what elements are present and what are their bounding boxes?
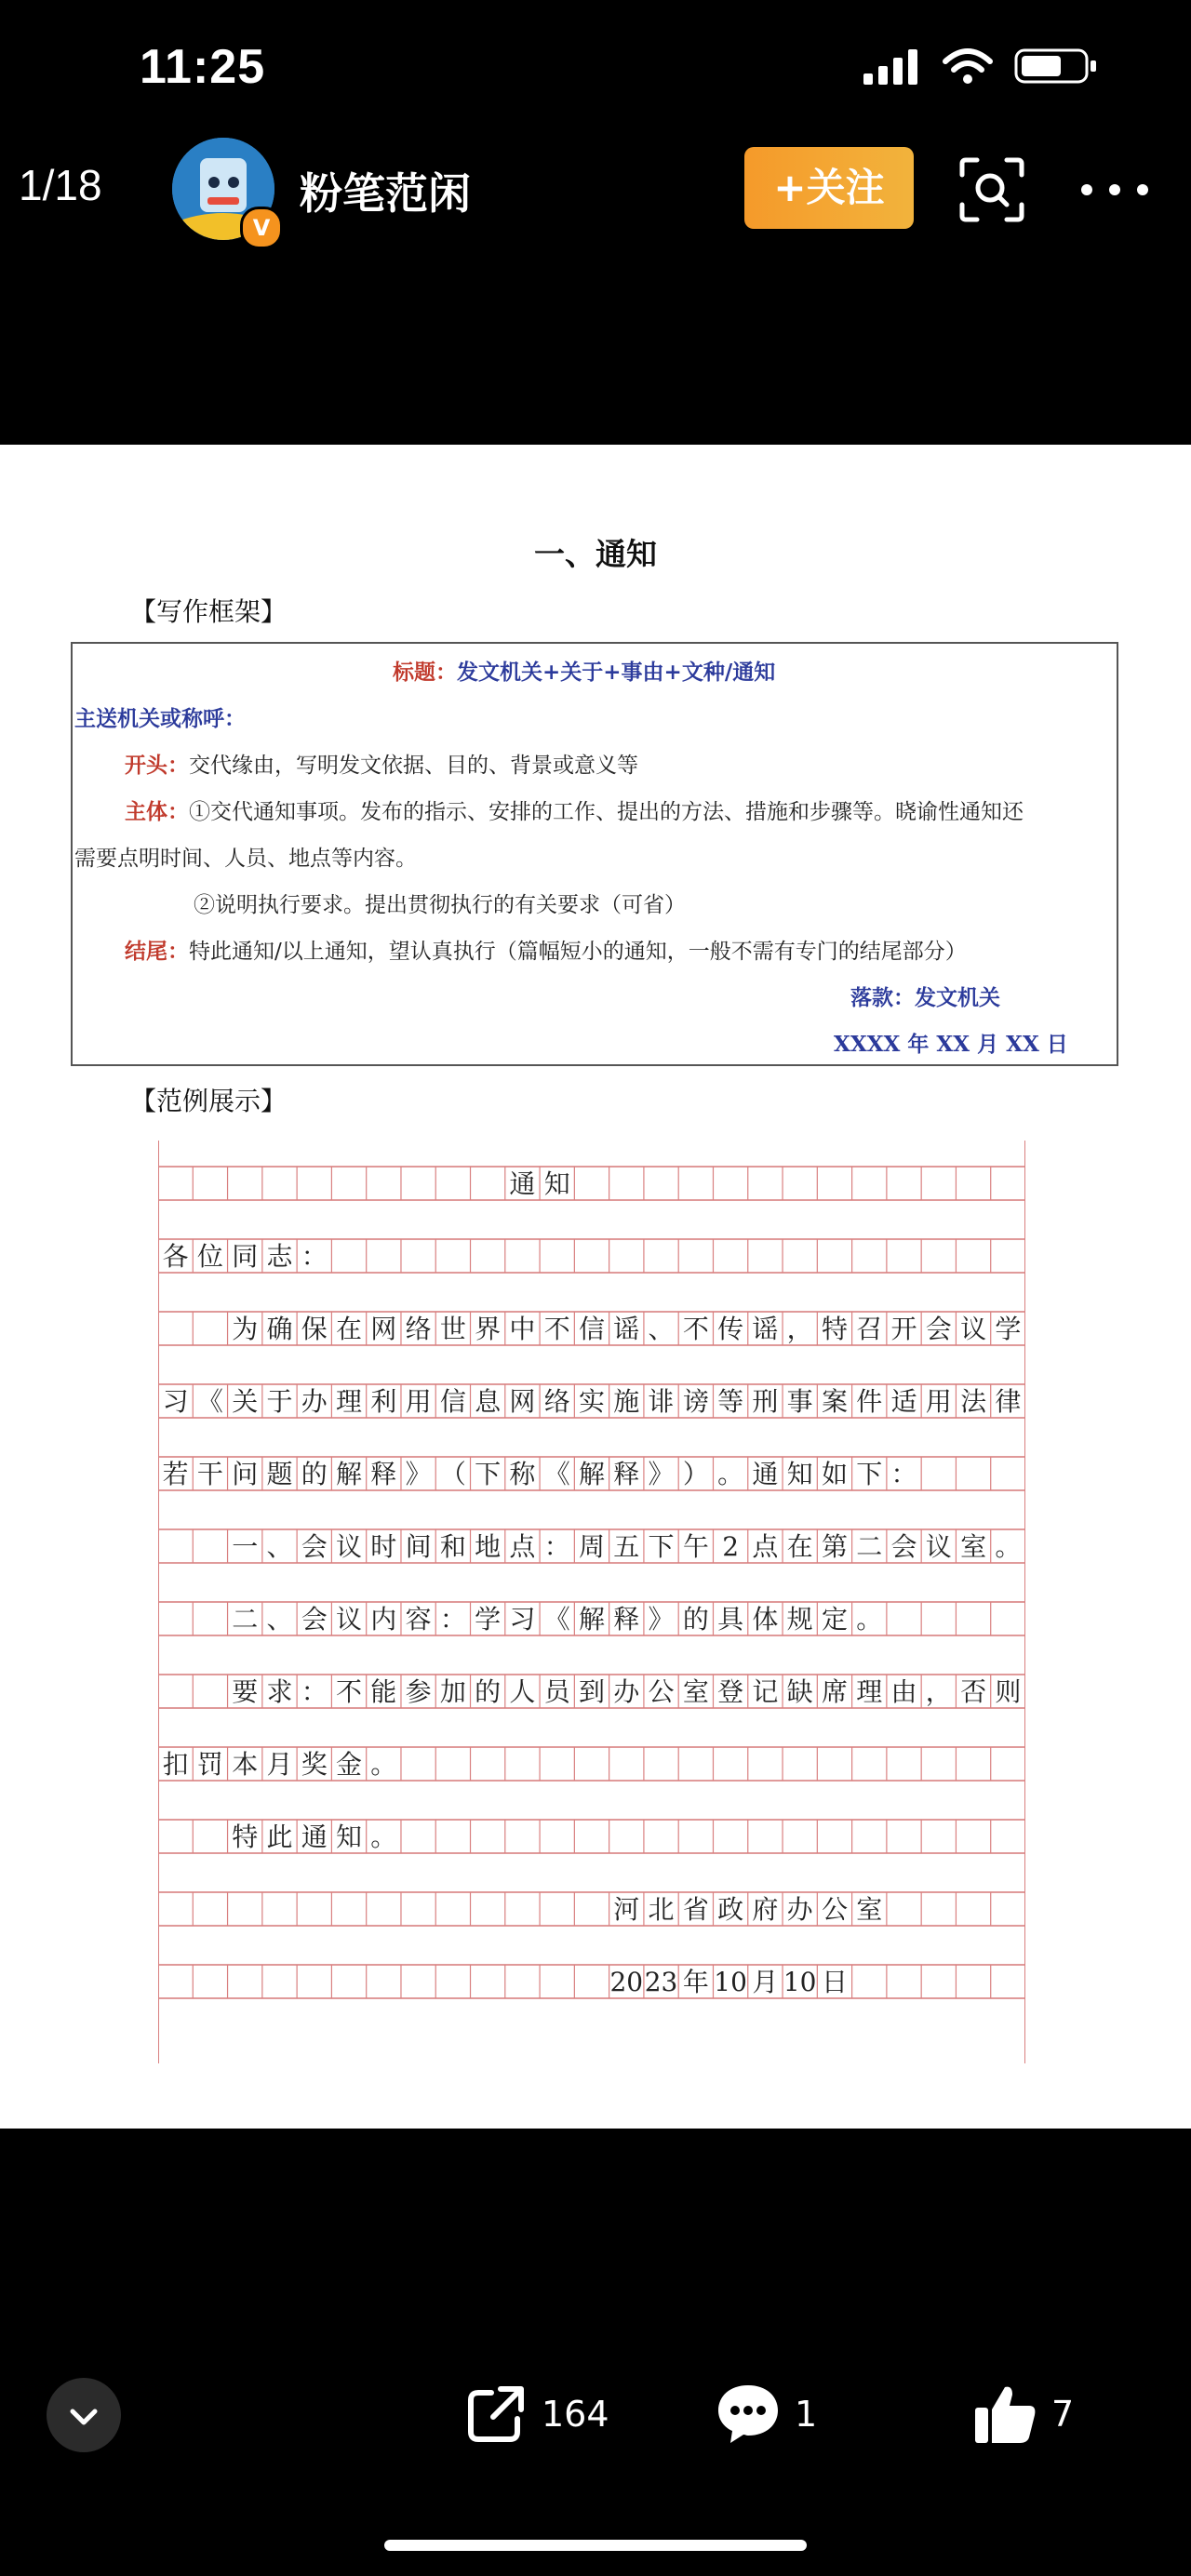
grid-character: 点 — [509, 1531, 536, 1562]
grid-character: （ — [439, 1459, 466, 1489]
grid-character: 等 — [717, 1386, 744, 1417]
grid-character: 法 — [960, 1386, 987, 1417]
grid-character: 问 — [232, 1459, 259, 1489]
grid-character: 。 — [856, 1604, 883, 1635]
grid-character: 容 — [405, 1604, 432, 1635]
grid-row — [158, 1965, 1025, 1998]
grid-character: 事 — [786, 1386, 813, 1417]
verified-badge: V — [240, 207, 283, 249]
grid-character: 络 — [543, 1386, 570, 1417]
grid-character: 本 — [232, 1749, 259, 1780]
post-image[interactable] — [0, 445, 1191, 2129]
grid-character: 室 — [682, 1676, 709, 1707]
grid-character: 登 — [717, 1676, 744, 1707]
grid-character: 刑 — [752, 1386, 779, 1417]
grid-character: 规 — [786, 1604, 813, 1635]
grid-character: 议 — [336, 1531, 363, 1562]
grid-character: 知 — [543, 1168, 570, 1199]
grid-character: 午 — [682, 1531, 709, 1562]
grid-character: 的 — [475, 1676, 502, 1707]
framework-title-label: 标题： — [393, 660, 457, 685]
grid-character: 20 — [609, 1967, 644, 1997]
grid-character: 确 — [266, 1314, 293, 1344]
grid-character: 议 — [960, 1314, 987, 1344]
grid-character: 要 — [232, 1676, 259, 1707]
grid-character: 和 — [439, 1531, 466, 1562]
grid-character: 公 — [648, 1676, 675, 1707]
grid-character: 适 — [890, 1386, 917, 1417]
grid-character: 河 — [613, 1894, 640, 1925]
grid-character: 北 — [648, 1894, 675, 1925]
framework-box — [71, 642, 1118, 1066]
example-label: 【范例展示】 — [130, 1086, 288, 1116]
grid-character: 理 — [336, 1386, 363, 1417]
framework-recipient: 主送机关或称呼： — [74, 706, 246, 731]
grid-character: 会 — [301, 1604, 328, 1635]
grid-character: 解 — [578, 1459, 606, 1489]
grid-character: 特 — [821, 1314, 848, 1344]
grid-character: 日 — [821, 1967, 848, 1997]
grid-character: 通 — [509, 1168, 536, 1199]
grid-character: 办 — [613, 1676, 640, 1707]
grid-character: 若 — [162, 1459, 189, 1489]
share-count: 164 — [542, 2394, 609, 2435]
status-icons — [863, 47, 1098, 86]
grid-character: 月 — [752, 1967, 779, 1997]
grid-character: 奖 — [301, 1749, 328, 1780]
grid-character: 特 — [232, 1822, 259, 1852]
grid-character: 。 — [717, 1459, 744, 1489]
grid-character: 员 — [543, 1676, 570, 1707]
home-indicator[interactable] — [384, 2540, 807, 2551]
framework-signature-label: 落款： — [850, 985, 915, 1010]
collapse-button[interactable] — [47, 2378, 121, 2452]
grid-character: 施 — [613, 1386, 640, 1417]
grid-character: 利 — [370, 1386, 397, 1417]
status-time: 11:25 — [140, 40, 266, 94]
grid-character: 罚 — [196, 1749, 223, 1780]
grid-character: 理 — [856, 1676, 883, 1707]
framework-opening-line — [125, 748, 638, 779]
framework-opening-text: 交代缘由，写明发文依据、目的、背景或意义等 — [189, 754, 638, 778]
grid-character: ： — [543, 1531, 570, 1562]
grid-character: 学 — [475, 1604, 502, 1635]
grid-character: ， — [786, 1314, 813, 1344]
grid-character: 称 — [509, 1459, 536, 1489]
grid-character: 为 — [232, 1314, 259, 1344]
grid-character: 办 — [786, 1894, 813, 1925]
grid-character: 召 — [856, 1314, 883, 1344]
framework-body-line-3: ②说明执行要求。提出贯彻执行的有关要求（可省） — [194, 893, 686, 917]
grid-character: 席 — [821, 1676, 848, 1707]
like-button[interactable] — [971, 2382, 1074, 2447]
grid-character: 于 — [266, 1386, 293, 1417]
grid-character: 谣 — [752, 1314, 779, 1344]
grid-character: 《 — [543, 1604, 570, 1635]
grid-character: 世 — [439, 1314, 466, 1344]
grid-character: 。 — [995, 1531, 1022, 1562]
grid-character: 习 — [509, 1604, 536, 1635]
grid-character: 实 — [578, 1386, 606, 1417]
grid-character: 、 — [266, 1604, 293, 1635]
grid-character: 记 — [752, 1676, 779, 1707]
grid-character: 周 — [578, 1531, 606, 1562]
grid-character: 二 — [232, 1604, 259, 1635]
grid-character: 各 — [162, 1241, 189, 1272]
grid-character: 公 — [821, 1894, 848, 1925]
grid-character: 用 — [405, 1386, 432, 1417]
grid-character: 干 — [196, 1459, 223, 1489]
grid-character: 省 — [682, 1894, 709, 1925]
grid-character: 会 — [890, 1531, 917, 1562]
framework-date-template: XXXX 年 XX 月 XX 日 — [834, 1032, 1068, 1057]
grid-character: ， — [925, 1676, 952, 1707]
grid-character: ： — [439, 1604, 466, 1635]
grid-character: 金 — [336, 1749, 363, 1780]
grid-character: ） — [682, 1459, 709, 1489]
grid-character: 到 — [578, 1676, 606, 1707]
grid-character: 求 — [266, 1676, 293, 1707]
grid-character: 的 — [301, 1459, 328, 1489]
share-button[interactable] — [463, 2382, 609, 2447]
grid-character: 》 — [405, 1459, 432, 1489]
comment-count: 1 — [795, 2394, 818, 2435]
grid-character: 定 — [821, 1604, 848, 1635]
grid-character: 扣 — [162, 1749, 189, 1780]
grid-character: 具 — [717, 1604, 744, 1635]
share-icon — [463, 2382, 529, 2447]
grid-character: 则 — [995, 1676, 1022, 1707]
page-counter: 1/18 — [19, 161, 102, 209]
grid-character: 》 — [648, 1604, 675, 1635]
grid-character: 下 — [648, 1531, 675, 1562]
grid-character: ： — [301, 1676, 328, 1707]
grid-character: 通 — [752, 1459, 779, 1489]
grid-character: 23 — [644, 1967, 678, 1997]
grid-character: 时 — [370, 1531, 397, 1562]
grid-lines — [158, 1141, 1025, 2063]
grid-character: 解 — [336, 1459, 363, 1489]
grid-character: 志 — [266, 1241, 293, 1272]
grid-character: 界 — [475, 1314, 502, 1344]
grid-character: 不 — [543, 1314, 570, 1344]
grid-character: 室 — [960, 1531, 987, 1562]
grid-character: 政 — [717, 1894, 744, 1925]
grid-character: 的 — [682, 1604, 709, 1635]
grid-character: 案 — [821, 1386, 848, 1417]
grid-character: ： — [301, 1241, 328, 1272]
grid-character: 缺 — [786, 1676, 813, 1707]
grid-character: 间 — [405, 1531, 432, 1562]
grid-text — [163, 1168, 1022, 1997]
framework-signature-value: 发文机关 — [915, 985, 1000, 1010]
grid-character: 关 — [232, 1386, 259, 1417]
grid-character: 议 — [336, 1604, 363, 1635]
grid-character: 保 — [301, 1314, 328, 1344]
scan-icon[interactable] — [958, 156, 1025, 223]
comment-icon — [715, 2382, 782, 2447]
grid-character: 室 — [856, 1894, 883, 1925]
grid-character: 、 — [266, 1531, 293, 1562]
thumbs-up-icon — [971, 2382, 1038, 2447]
grid-character: 参 — [405, 1676, 432, 1707]
framework-body-text-1: ①交代通知事项。发布的指示、安排的工作、提出的方法、措施和步骤等。晓谕性通知还 — [189, 800, 1024, 824]
grid-character: 如 — [821, 1459, 848, 1489]
framework-ending-text: 特此通知/以上通知，望认真执行（篇幅短小的通知，一般不需有专门的结尾部分） — [189, 940, 967, 964]
grid-character: 不 — [336, 1676, 363, 1707]
grid-character: 息 — [475, 1386, 502, 1417]
grid-row — [158, 1167, 1025, 1200]
grid-character: 下 — [856, 1459, 883, 1489]
grid-character: 释 — [370, 1459, 397, 1489]
signal-icon — [863, 47, 921, 85]
grid-character: 府 — [752, 1894, 779, 1925]
grid-character: 、 — [648, 1314, 675, 1344]
grid-character: 解 — [578, 1604, 606, 1635]
framework-body-label: 主体： — [125, 799, 189, 824]
grid-character: 谣 — [613, 1314, 640, 1344]
grid-character: 人 — [509, 1676, 536, 1707]
grid-character: 在 — [336, 1314, 363, 1344]
framework-ending-label: 结尾： — [125, 939, 189, 964]
grid-character: 内 — [370, 1604, 397, 1635]
comment-button[interactable] — [715, 2382, 817, 2447]
grid-character: 《 — [543, 1459, 570, 1489]
grid-character: 络 — [405, 1314, 432, 1344]
follow-button[interactable]: +关注 — [744, 147, 914, 229]
framework-label: 【写作框架】 — [130, 596, 288, 627]
grid-character: 开 — [890, 1314, 917, 1344]
grid-character: 。 — [370, 1822, 397, 1852]
framework-body-line-2: 需要点明时间、人员、地点等内容。 — [74, 847, 417, 871]
like-count: 7 — [1051, 2394, 1075, 2435]
grid-character: 在 — [786, 1531, 813, 1562]
grid-character: 》 — [648, 1459, 675, 1489]
grid-character: ： — [890, 1459, 917, 1489]
grid-character: 办 — [301, 1386, 328, 1417]
grid-character: 同 — [232, 1241, 259, 1272]
grid-row — [158, 1892, 1025, 1926]
grid-character: 五 — [613, 1531, 640, 1562]
chevron-down-icon — [47, 2378, 121, 2452]
grid-character: 用 — [925, 1386, 952, 1417]
grid-character: 此 — [266, 1822, 293, 1852]
grid-character: 能 — [370, 1676, 397, 1707]
grid-character: 诽 — [648, 1386, 675, 1417]
wifi-icon — [942, 47, 994, 86]
grid-character: 10 — [783, 1967, 817, 1997]
example-grid-paper — [158, 1141, 1025, 2063]
more-icon[interactable] — [1079, 182, 1150, 197]
grid-character: 信 — [439, 1386, 466, 1417]
framework-body-line-1 — [125, 794, 1024, 825]
grid-character: 传 — [717, 1314, 744, 1344]
grid-character: 释 — [613, 1459, 640, 1489]
grid-character: 由 — [890, 1676, 917, 1707]
grid-character: 点 — [752, 1531, 779, 1562]
grid-character: 习 — [162, 1386, 189, 1417]
grid-character: 地 — [475, 1531, 502, 1562]
grid-character: 件 — [856, 1386, 883, 1417]
grid-character: 加 — [439, 1676, 466, 1707]
grid-character: 网 — [370, 1314, 397, 1344]
framework-opening-label: 开头： — [125, 753, 189, 778]
grid-character: 一 — [232, 1531, 259, 1562]
grid-character: 会 — [301, 1531, 328, 1562]
grid-character: 年 — [682, 1967, 709, 1997]
grid-character: 位 — [196, 1241, 223, 1272]
framework-signature-line — [850, 981, 1000, 1011]
grid-character: 《 — [196, 1386, 223, 1417]
grid-character: 2 — [722, 1531, 740, 1562]
grid-character: 第 — [821, 1531, 848, 1562]
grid-character: 下 — [475, 1459, 502, 1489]
grid-character: 通 — [301, 1822, 328, 1852]
framework-title-value: 发文机关+关于+事由+文种/通知 — [457, 660, 776, 685]
grid-character: 信 — [578, 1314, 606, 1344]
grid-character: 知 — [336, 1822, 363, 1852]
framework-title-line — [393, 655, 775, 686]
framework-ending-line — [125, 934, 967, 965]
grid-character: 议 — [925, 1531, 952, 1562]
grid-character: 学 — [995, 1314, 1022, 1344]
grid-character: 中 — [509, 1314, 536, 1344]
grid-character: 网 — [509, 1386, 536, 1417]
battery-icon — [1014, 47, 1098, 86]
grid-character: 谤 — [682, 1386, 709, 1417]
grid-character: 二 — [856, 1531, 883, 1562]
grid-character: 10 — [714, 1967, 747, 1997]
grid-character: 释 — [613, 1604, 640, 1635]
account-name[interactable]: 粉笔范闲 — [300, 168, 471, 219]
grid-character: 知 — [786, 1459, 813, 1489]
document-title: 一、通知 — [534, 536, 657, 572]
grid-character: 会 — [925, 1314, 952, 1344]
grid-character: 否 — [960, 1676, 987, 1707]
grid-character: 题 — [266, 1459, 293, 1489]
grid-character: 律 — [995, 1386, 1022, 1417]
grid-character: 月 — [266, 1749, 293, 1780]
grid-character: 。 — [370, 1749, 397, 1780]
grid-character: 体 — [752, 1604, 779, 1635]
grid-character: 不 — [682, 1314, 709, 1344]
